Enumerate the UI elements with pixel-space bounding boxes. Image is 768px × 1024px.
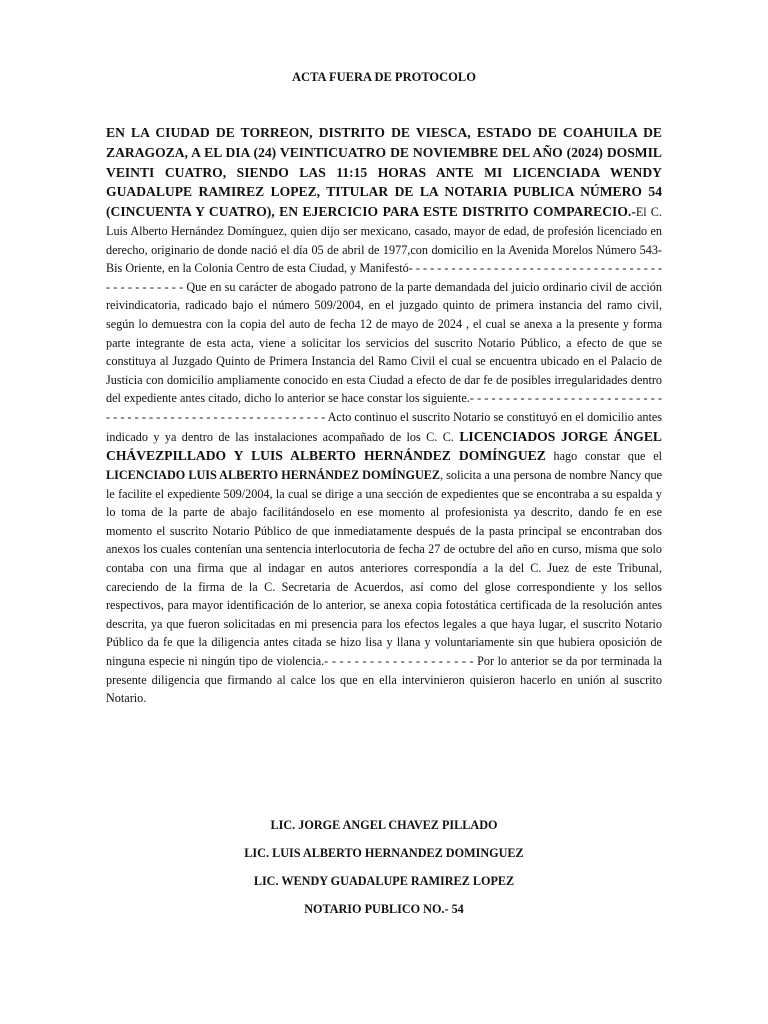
signature-line-2: LIC. LUIS ALBERTO HERNANDEZ DOMINGUEZ (244, 846, 524, 860)
opening-statement: EN LA CIUDAD DE TORREON, DISTRITO DE VIESCA, ESTADO DE COAHUILA DE ZARAGOZA, A EL DIA (24) VEINTICUATRO DE NOVIEMBRE DEL AÑO (2024) DOSMIL VEINTI CUATRO, SIENDO LAS 11:15 HORAS ANTE MI LICENCIADA WENDY GUADALUPE RAMIREZ LOPEZ, TITULAR DE LA NOTARIA PUBLICA NÚMERO 54 (CINCUENTA Y CUATRO), EN EJERCICIO PARA ESTE DISTRITO COMPARECIO.- (106, 125, 662, 220)
attorneys-names: LICENCIADOS JORGE ÁNGEL CHÁVEZPILLADO Y LUIS ALBERTO HERNÁNDEZ DOMÍNGUEZ (106, 428, 662, 464)
document-body (106, 123, 662, 708)
record-text: hago constar que el (553, 449, 662, 464)
signature-line-1: LIC. JORGE ANGEL CHAVEZ PILLADO (270, 818, 498, 832)
diligence-text: , solicita a una persona de nombre Nancy que le facilite el expediente 509/2004, la cual se dirige a una sección de expedientes que se encontraba a su espalda y lo toma de la parte de abajo facilitándoselo en ese momento al profesionista ya descrito, dando fe en ese momento el suscrito Notario Público de que inmediatamente después de la pasta principal se encontraban dos anexos los cuales contenían una sentencia interlocutoria de fecha 27 de octubre del año en curso, misma que solo contaba con una firma que al indagar en autos anteriores correspondía a la del C. Juez de este Tribunal, careciendo de la firma de la C. Secretaria de Acuerdos, así como del glose correspondiente y los sellos respectivos, para mayor identificación de lo anterior, se anexa copia fotostática certificada de la resolución antes descrita, ya que fueron solicitadas en mi presencia para los efectos legales a que haya lugar, el suscrito Notario Público da fe que la diligencia antes citada se hizo lisa y llana y voluntariamente sin que hubiera oposición de ninguna especie ni ningún tipo de violencia.- - - - - - - - - - - - - - - - - - - - Por lo anterior se da por terminada la presente diligencia que firmando al calce los que en ella intervinieron quisieron hacerlo en unión al suscrito Notario. (106, 468, 663, 706)
signature-line-3: LIC. WENDY GUADALUPE RAMIREZ LOPEZ (253, 874, 515, 888)
notary-number: NOTARIO PUBLICO NO.- 54 (304, 902, 464, 916)
appearance-text: El C. Luis Alberto Hernández Domínguez, quien dijo ser mexicano, casado, mayor de edad, de profesión licenciado en derecho, originario de donde nació el día 05 de abril de 1977,con domicilio en la Avenida Morelos Número 543-Bis Oriente, en la Colonia Centro de esta Ciudad, y Manifestó- - - - - - - - - - - - - - - - - - - - - - - - - - - - - - - - - - - - - - - - - - - - - - - Que en su carácter de abogado patrono de la parte demandada del juicio ordinario civil de acción reivindicatoria, radicado bajo el número 509/2004, en el juzgado quinto de primera instancia del ramo civil, según lo demuestra con la copia del auto de fecha 12 de mayo de 2024 , el cual se anexa a la presente y forma parte integrante de esta acta, viene a solicitar los servicios del suscrito Notario Público, a efecto de que se constituya al Juzgado Quinto de Primera Instancia del Ramo Civil el cual se encuentra ubicado en el Palacio de Justicia con domicilio ampliamente conocido en esta Ciudad a efecto de dar fe de posibles irregularidades dentro del expediente antes citado, dicho lo anterior se hace constar los siguiente.- - - - - - - - - - - - - - - - - - - - - - - - - - - - - - - - - - - - - - - - - - - - - - - - - - - - - - - - - - Acto continuo el suscrito Notario se constituyó en el domicilio antes indicado y ya dentro de las instalaciones acompañado de los C. C. (106, 205, 662, 444)
document-title: ACTA FUERA DE PROTOCOLO (292, 70, 476, 84)
lawyer-name: LICENCIADO LUIS ALBERTO HERNÁNDEZ DOMÍNGUEZ (106, 468, 441, 483)
